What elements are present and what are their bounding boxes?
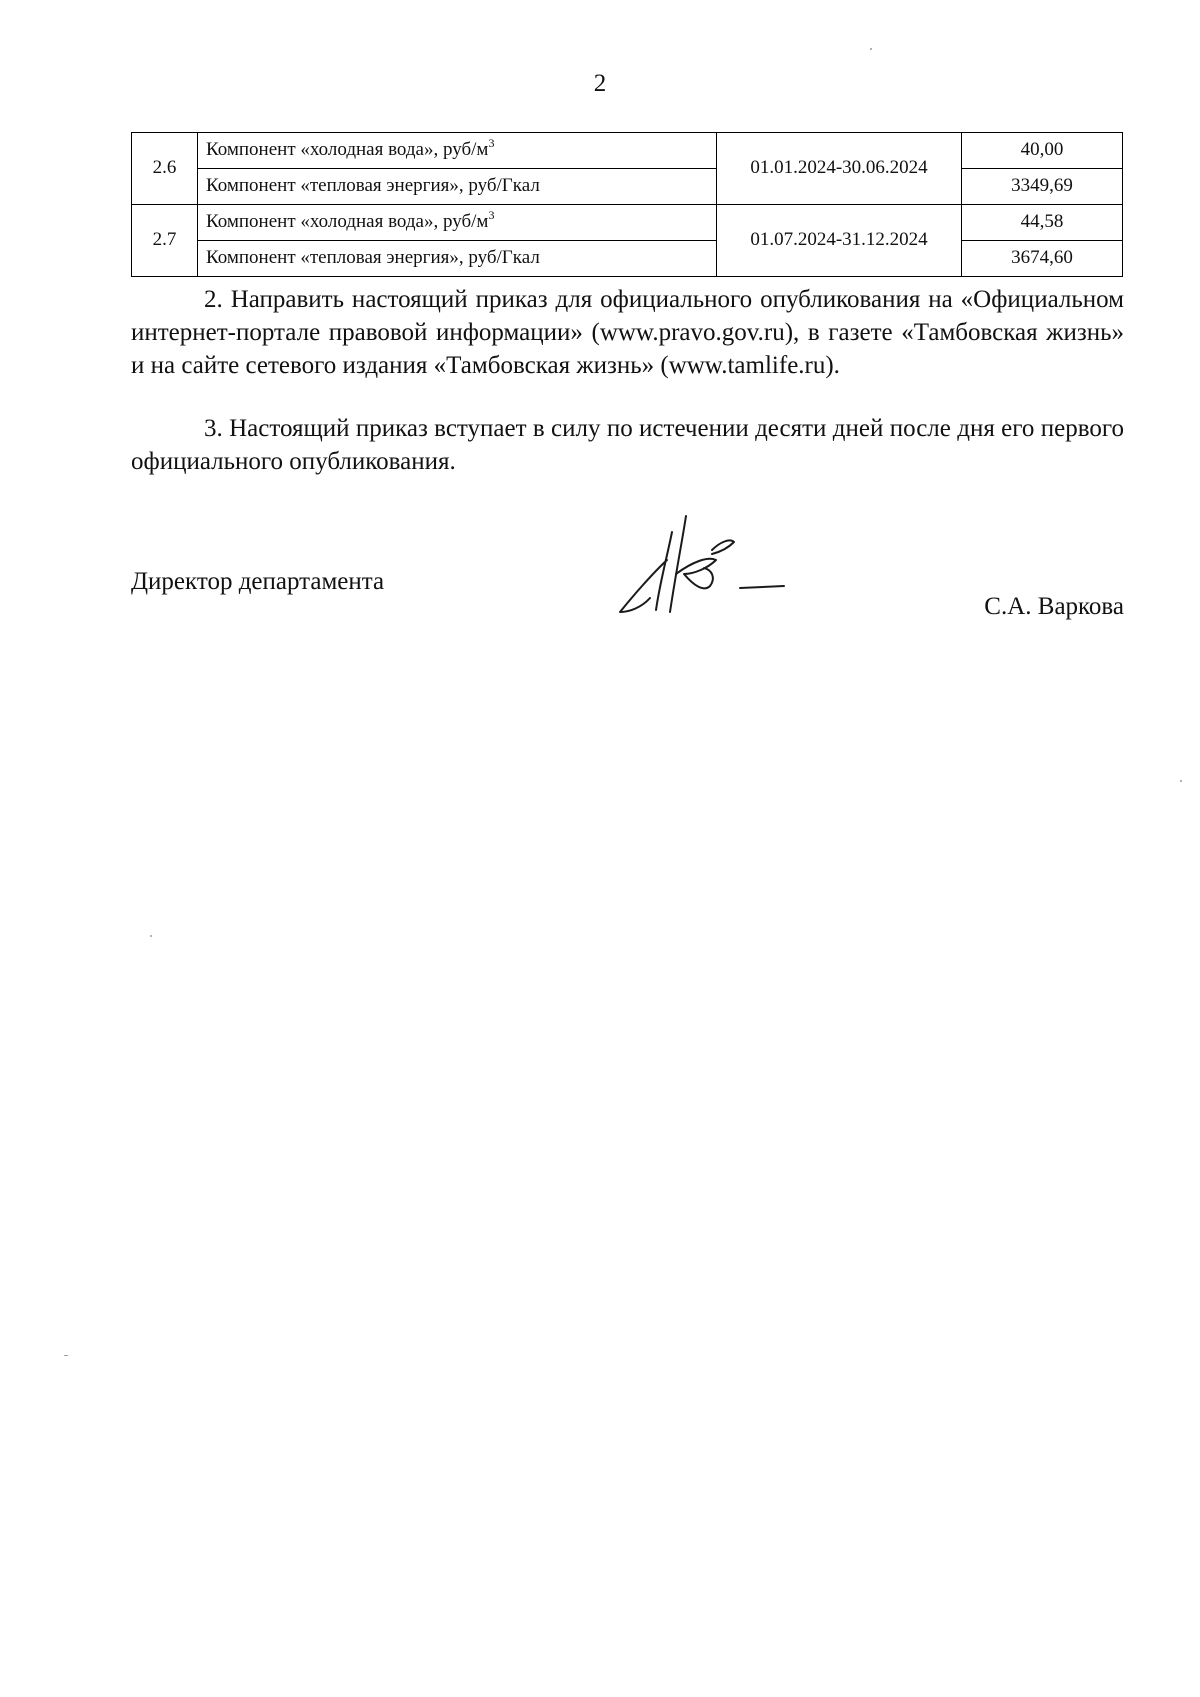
table-row [132, 169, 1123, 205]
tariff-table [131, 132, 1123, 277]
component-label [198, 241, 717, 277]
scan-speck [870, 48, 872, 50]
row-number: 2.6 [132, 133, 198, 205]
page-number: 2 [593, 70, 607, 97]
paragraph-effective-date-text: 3. Настоящий приказ вступает в силу по истечении десяти дней после дня его первого официального опубликования. [131, 415, 1124, 475]
paragraph-publication [131, 283, 1124, 382]
component-label [198, 133, 717, 169]
row-number: 2.7 [132, 205, 198, 277]
handwritten-signature [612, 512, 792, 622]
component-label-text: Компонент «тепловая энергия», руб/Гкал [206, 175, 540, 197]
tariff-value: 3349,69 [962, 169, 1123, 205]
table-row [132, 133, 1123, 169]
period-cell: 01.01.2024-30.06.2024 [717, 133, 962, 205]
component-label-text: Компонент «холодная вода», руб/м [206, 211, 489, 233]
unit-superscript: 3 [488, 208, 495, 223]
signer-position: Директор департамента [131, 568, 385, 595]
paragraph-publication-text: 2. Направить настоящий приказ для официального опубликования на «Официальном интернет-портале правовой информации» (www.pravo.gov.ru), в газете «Тамбовская жизнь» и на сайте сетевого издания «Тамбовская жизнь» (www.tamlife.ru). [131, 286, 1124, 379]
paragraph-effective-date [131, 412, 1124, 478]
scan-speck [1180, 780, 1182, 782]
component-label-text: Компонент «холодная вода», руб/м [206, 139, 489, 161]
tariff-value: 3674,60 [962, 241, 1123, 277]
period-cell: 01.07.2024-31.12.2024 [717, 205, 962, 277]
scan-speck [64, 1355, 68, 1356]
table-row [132, 241, 1123, 277]
signer-name: С.А. Варкова [984, 593, 1124, 620]
component-label [198, 205, 717, 241]
tariff-value: 44,58 [962, 205, 1123, 241]
component-label-text: Компонент «тепловая энергия», руб/Гкал [206, 247, 540, 269]
component-label [198, 169, 717, 205]
table-row [132, 205, 1123, 241]
unit-superscript: 3 [488, 136, 495, 151]
tariff-value: 40,00 [962, 133, 1123, 169]
scan-speck [150, 935, 152, 937]
